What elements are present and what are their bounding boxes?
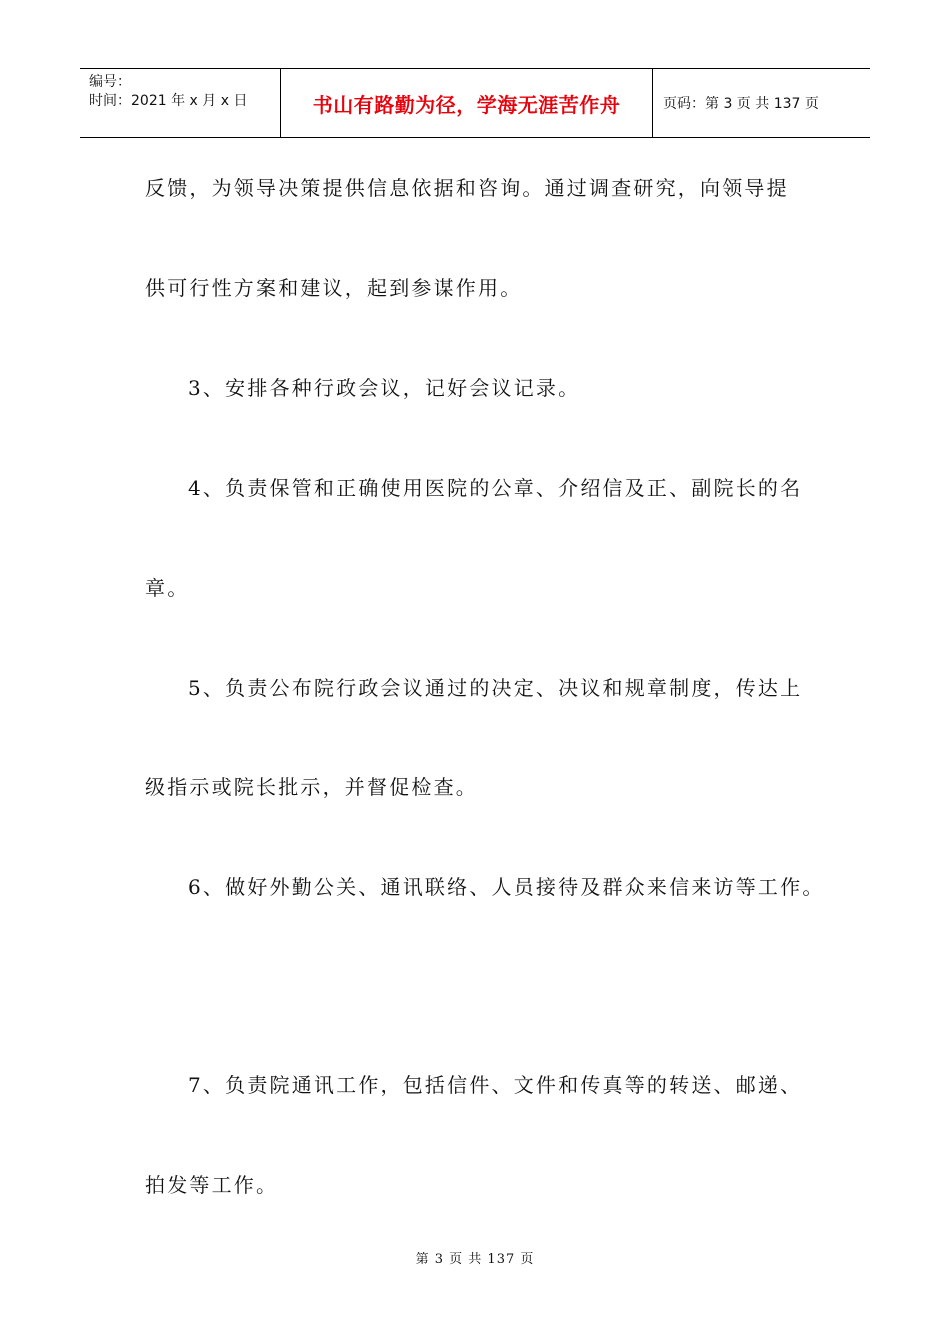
page-footer: 第 3 页 共 137 页 (415, 1252, 535, 1267)
document-header (80, 68, 870, 138)
header-meta-cell (80, 69, 281, 137)
body-line-5: 章。 (145, 576, 190, 600)
body-line-8: 6、做好外勤公关、通讯联络、人员接待及群众来信来访等工作。 (188, 875, 825, 899)
body-line-10: 拍发等工作。 (145, 1173, 279, 1197)
body-line-1: 反馈，为领导决策提供信息依据和咨询。通过调查研究，向领导提 (145, 176, 789, 200)
body-line-3: 3、安排各种行政会议，记好会议记录。 (188, 376, 581, 400)
body-line-2: 供可行性方案和建议，起到参谋作用。 (145, 276, 523, 300)
body-line-4: 4、负责保管和正确使用医院的公章、介绍信及正、副院长的名 (188, 476, 803, 500)
document-date-label: 时间：2021 年 x 月 x 日 (89, 93, 248, 109)
header-page-info: 页码：第 3 页 共 137 页 (663, 96, 819, 112)
body-line-9: 7、负责院通讯工作，包括信件、文件和传真等的转送、邮递、 (188, 1073, 803, 1097)
document-number-label: 编号： (89, 74, 131, 90)
body-line-7: 级指示或院长批示，并督促检查。 (145, 775, 478, 799)
body-line-6: 5、负责公布院行政会议通过的决定、决议和规章制度，传达上 (188, 676, 803, 700)
header-slogan: 书山有路勤为径，学海无涯苦作舟 (281, 69, 653, 137)
